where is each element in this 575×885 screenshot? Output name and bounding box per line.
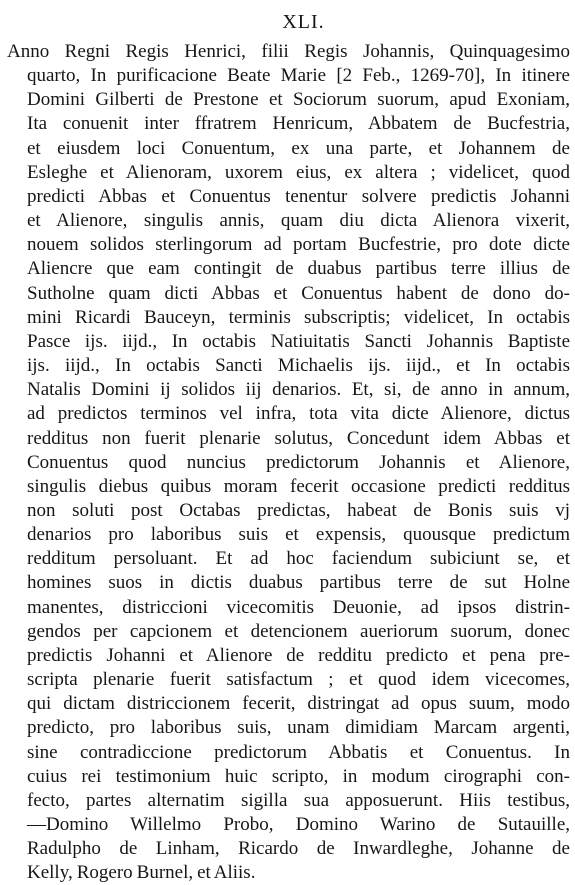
text-line: singulis diebus quibus moram fecerit occasione predicti redditus	[27, 475, 570, 497]
text-line: ad predictos terminos vel infra, tota vita dicte Alienore, dictus	[27, 403, 570, 425]
text-line: denarios pro laboribus suis et expensis, quousque predictum	[27, 524, 570, 546]
text-line: mini Ricardi Bauceyn, terminis subscriptis; videlicet, In octabis	[27, 306, 570, 328]
text-line: sine contradiccione predictorum Abbatis et Conuentus. In	[27, 741, 570, 763]
text-line: Ita conuenit inter ffratrem Henricum, Abbatem de Bucfestria,	[27, 113, 570, 135]
text-line: Esleghe et Alienoram, uxorem eius, ex altera ; videlicet, quod	[27, 161, 570, 183]
text-line: homines suos in dictis duabus partibus terre de sut Holne	[27, 572, 570, 594]
text-line: fecto, partes alternatim sigilla sua apposuerunt. Hiis testibus,	[27, 789, 570, 811]
text-line: Radulpho de Linham, Ricardo de Inwardleghe, Johanne de	[27, 838, 570, 860]
text-line: Conuentus quod nuncius predictorum Johannis et Alienore,	[27, 451, 570, 473]
text-line: et Alienore, singulis annis, quam diu dicta Alienora vixerit,	[27, 210, 570, 232]
text-line: cuius rei testimonium huic scripto, in modum cirographi con-	[27, 765, 570, 787]
text-line: Aliencre que eam contingit de duabus partibus terre illius de	[27, 258, 570, 280]
text-line: gendos per capcionem et detencionem aueriorum suorum, donec	[27, 620, 570, 642]
text-line: ijs. iijd., In octabis Sancti Michaelis ijs. iijd., et In octabis	[27, 355, 570, 377]
text-line: Kelly, Rogero Burnel, et Aliis.	[27, 862, 256, 884]
text-line: Sutholne quam dicti Abbas et Conuentus habent de dono do-	[27, 282, 570, 304]
charter-number-heading: XLI.	[282, 11, 325, 33]
text-line: nouem solidos sterlingorum ad portam Bucfestrie, pro dote dicte	[27, 234, 570, 256]
charter-text	[7, 40, 570, 885]
text-line: Natalis Domini ij solidos iij denarios. Et, si, de anno in annum,	[27, 379, 570, 401]
text-line: predictis Johanni et Alienore de redditu predicto et pena pre-	[27, 644, 570, 666]
text-line: qui dictam districcionem fecerit, distringat ad opus suum, modo	[27, 693, 570, 715]
text-line: —Domino Willelmo Probo, Domino Warino de Sutauille,	[27, 814, 570, 835]
text-line: quarto, In purificacione Beate Marie [2 Feb., 1269-70], In itinere	[27, 65, 570, 87]
text-line: non soluti post Octabas predictas, habeat de Bonis suis vj	[27, 499, 570, 521]
text-line: redditus non fuerit plenarie solutus, Concedunt idem Abbas et	[27, 427, 570, 449]
text-line: et eiusdem loci Conuentum, ex una parte, et Johannem de	[27, 137, 570, 159]
text-line: predicti Abbas et Conuentus tenentur solvere predictis Johanni	[27, 185, 570, 207]
text-line: redditum persoluant. Et ad hoc faciendum subiciunt se, et	[27, 548, 570, 570]
text-line: manentes, districcioni vicecomitis Deuonie, ad ipsos distrin-	[27, 596, 570, 618]
text-line: scripta plenarie fuerit satisfactum ; et quod idem vicecomes,	[27, 669, 570, 691]
text-line: Anno Regni Regis Henrici, filii Regis Johannis, Quinquagesimo	[7, 41, 570, 62]
text-line: Domini Gilberti de Prestone et Sociorum suorum, apud Exoniam,	[27, 89, 570, 111]
text-line: predicto, pro laboribus suis, unam dimidiam Marcam argenti,	[27, 717, 570, 739]
text-line: Pasce ijs. iijd., In octabis Natiuitatis Sancti Johannis Baptiste	[27, 330, 570, 352]
